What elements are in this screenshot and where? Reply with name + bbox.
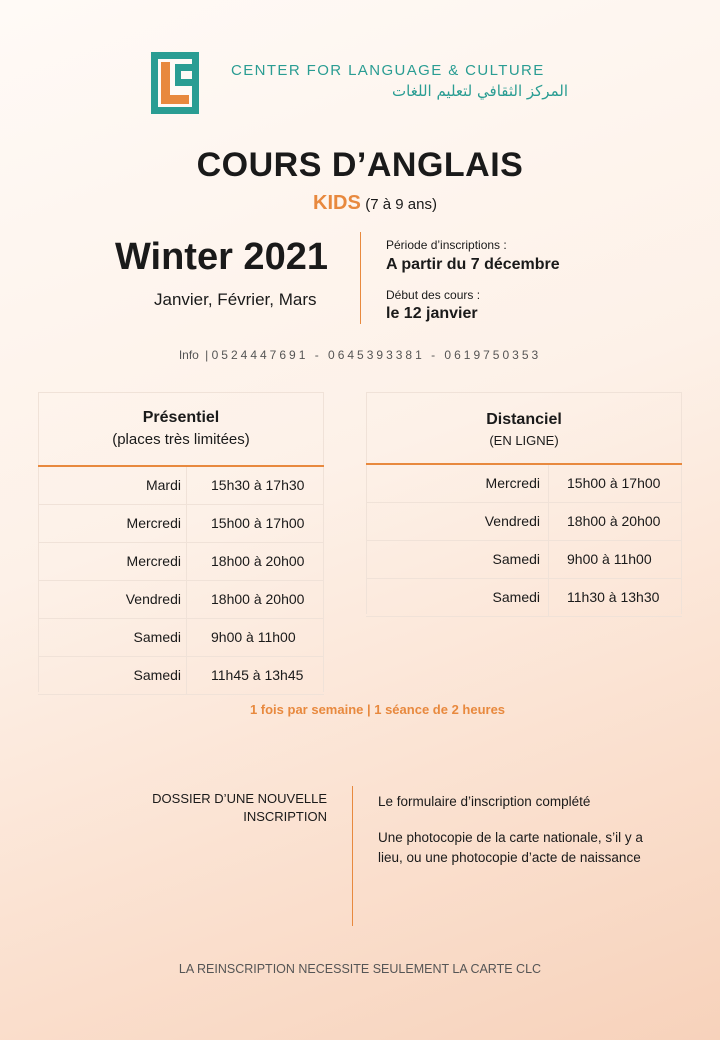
divider xyxy=(352,786,353,926)
start-label: Début des cours : xyxy=(386,288,481,302)
table-row xyxy=(38,581,324,619)
presentiel-title: Présentiel xyxy=(142,409,220,426)
registration-value: A partir du 7 décembre xyxy=(386,256,560,273)
time-cell: 15h00 à 17h00 xyxy=(211,515,305,531)
registration-label: Période d’inscriptions : xyxy=(386,238,507,252)
time-cell: 18h00 à 20h00 xyxy=(211,591,305,607)
distanciel-subtitle: (EN LIGNE) xyxy=(489,433,559,448)
requirement-item: Le formulaire d’inscription complété xyxy=(378,794,591,809)
day-cell: Vendredi xyxy=(484,513,540,529)
day-cell: Samedi xyxy=(492,551,540,567)
time-cell: 15h30 à 17h30 xyxy=(211,477,305,493)
page-title: COURS D’ANGLAIS xyxy=(196,146,524,184)
season-months: Janvier, Février, Mars xyxy=(154,290,317,309)
contact-info: Info | 0524447691 - 0645393381 - 0619750353 xyxy=(178,348,542,362)
distanciel-table xyxy=(366,392,682,614)
table-row xyxy=(366,579,682,617)
presentiel-table xyxy=(38,392,324,692)
info-label: Info xyxy=(178,348,199,362)
day-cell: Mercredi xyxy=(485,475,540,491)
presentiel-subtitle: (places très limitées) xyxy=(112,431,250,448)
time-cell: 11h30 à 13h30 xyxy=(567,589,660,605)
table-row xyxy=(366,465,682,503)
divider xyxy=(360,232,361,324)
requirement-item: Une photocopie de la carte nationale, s’il y a lieu, ou une photocopie d’acte de naissance xyxy=(378,830,643,865)
day-cell: Mercredi xyxy=(126,553,181,569)
day-cell: Samedi xyxy=(492,589,540,605)
time-cell: 9h00 à 11h00 xyxy=(211,629,296,645)
time-cell: 18h00 à 20h00 xyxy=(567,513,661,529)
logo-name-ar: المركز الثقافي لتعليم اللغات xyxy=(392,82,568,100)
time-cell: 18h00 à 20h00 xyxy=(211,553,305,569)
day-cell: Samedi xyxy=(133,629,181,645)
frequency-note: 1 fois par semaine | 1 séance de 2 heures xyxy=(249,702,506,717)
age-range: (7 à 9 ans) xyxy=(365,196,437,213)
footer-note: LA REINSCRIPTION NECESSITE SEULEMENT LA CARTE CLC xyxy=(178,962,542,976)
table-row xyxy=(366,503,682,541)
clc-logo-icon xyxy=(151,52,199,114)
table-row xyxy=(366,541,682,579)
table-row xyxy=(38,619,324,657)
logo-name-en: CENTER FOR LANGUAGE & CULTURE xyxy=(231,62,545,79)
audience-line xyxy=(0,192,720,215)
table-row xyxy=(38,505,324,543)
time-cell: 9h00 à 11h00 xyxy=(567,551,652,567)
day-cell: Samedi xyxy=(133,667,181,683)
table-row xyxy=(38,543,324,581)
dossier-requirements xyxy=(378,792,648,884)
season-title: Winter 2021 xyxy=(115,236,328,278)
dossier-label xyxy=(120,790,327,826)
level-label: KIDS xyxy=(313,192,361,214)
dossier-label-line1: DOSSIER D’UNE NOUVELLE xyxy=(152,791,327,806)
distanciel-title: Distanciel xyxy=(486,411,562,428)
table-row xyxy=(38,467,324,505)
phone-numbers: 0524447691 - 0645393381 - 0619750353 xyxy=(211,348,542,362)
time-cell: 15h00 à 17h00 xyxy=(567,475,661,491)
day-cell: Vendredi xyxy=(125,591,181,607)
start-value: le 12 janvier xyxy=(386,305,478,322)
table-row xyxy=(38,657,324,695)
day-cell: Mercredi xyxy=(126,515,181,531)
time-cell: 11h45 à 13h45 xyxy=(211,667,304,683)
dossier-label-line2: INSCRIPTION xyxy=(243,809,327,824)
day-cell: Mardi xyxy=(145,477,181,493)
